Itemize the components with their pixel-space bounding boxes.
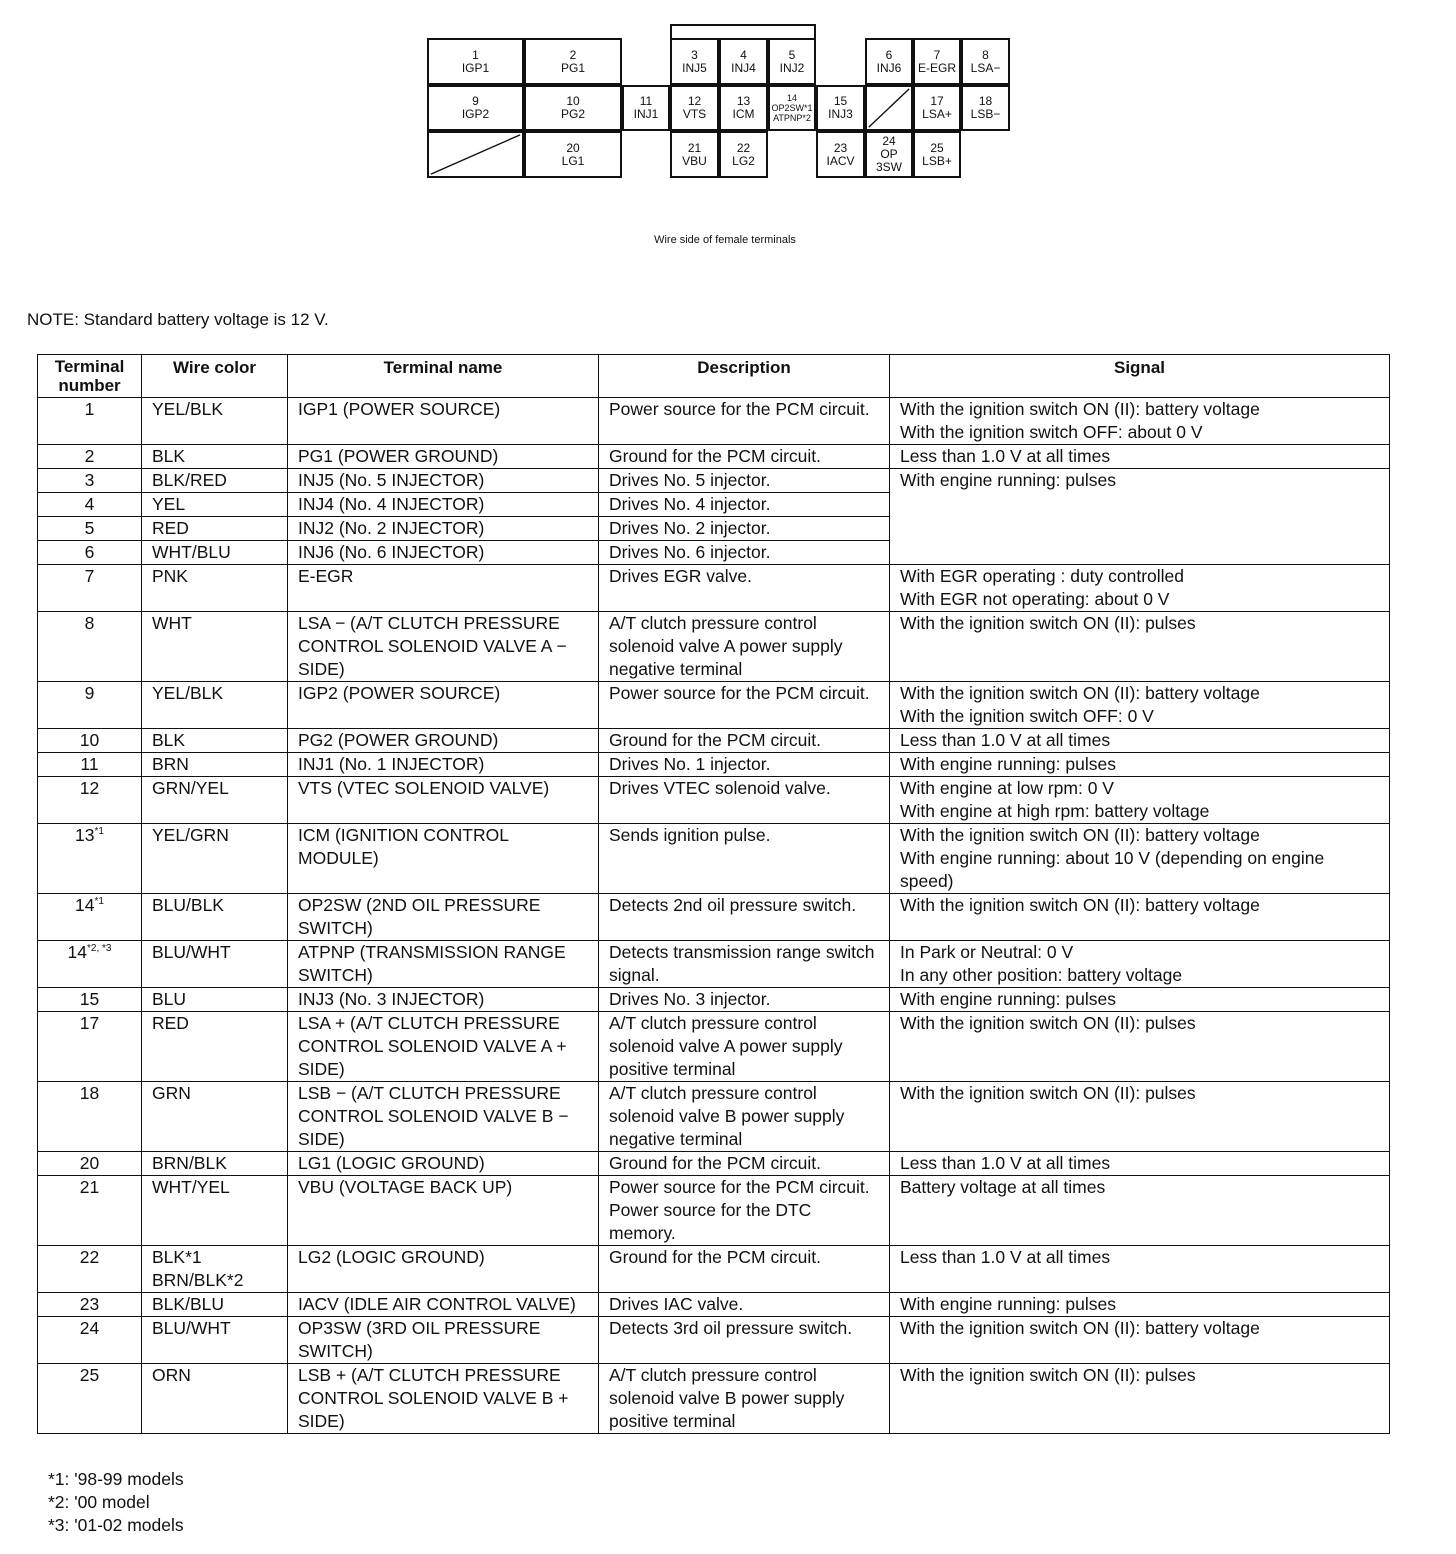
description-cell: Drives No. 1 injector. (599, 753, 890, 777)
header-signal: Signal (890, 355, 1390, 398)
terminal-number: 5 (84, 518, 95, 538)
connector-terminal (768, 38, 816, 85)
terminal-number-cell (38, 1364, 142, 1434)
signal-cell: With the ignition switch ON (II): battery voltage With the ignition switch OFF: about 0 V (890, 398, 1390, 445)
connector-terminal (768, 85, 816, 131)
table-row (38, 1293, 1390, 1317)
terminal-number-cell (38, 1012, 142, 1082)
description-cell: Power source for the PCM circuit. (599, 398, 890, 445)
table-row (38, 1176, 1390, 1246)
connector-terminal (961, 85, 1010, 131)
wire-color-cell: BLK (142, 445, 288, 469)
wire-color-cell: BRN (142, 753, 288, 777)
terminal-name-cell: PG1 (POWER GROUND) (288, 445, 599, 469)
connector-terminal (719, 131, 768, 178)
description-cell: A/T clutch pressure control solenoid valve A power supply negative terminal (599, 612, 890, 682)
terminal-name-cell: LG1 (LOGIC GROUND) (288, 1152, 599, 1176)
terminal-number: 6 (84, 542, 95, 562)
wire-color-cell: BLK/BLU (142, 1293, 288, 1317)
terminal-number: 18 (978, 94, 993, 108)
footnote-marker: *1 (94, 826, 104, 838)
terminal-name-cell: IGP2 (POWER SOURCE) (288, 682, 599, 729)
connector-diagram (0, 0, 1456, 246)
table-row (38, 565, 1390, 612)
signal-cell: Battery voltage at all times (890, 1176, 1390, 1246)
table-row (38, 824, 1390, 894)
terminal-number: 14 (75, 895, 95, 915)
signal-cell: Less than 1.0 V at all times (890, 445, 1390, 469)
wire-color-cell: WHT (142, 612, 288, 682)
wire-color-cell: RED (142, 1012, 288, 1082)
header-wire-color: Wire color (142, 355, 288, 398)
wire-color-cell: YEL/GRN (142, 824, 288, 894)
wire-color-cell: YEL/BLK (142, 398, 288, 445)
terminal-number: 18 (79, 1083, 100, 1103)
terminal-number-cell (38, 541, 142, 565)
terminal-number-cell (38, 493, 142, 517)
terminal-name-cell: LSA + (A/T CLUTCH PRESSURE CONTROL SOLENOID VALVE A + SIDE) (288, 1012, 599, 1082)
terminal-number: 21 (79, 1177, 100, 1197)
description-cell: Ground for the PCM circuit. (599, 1246, 890, 1293)
terminal-name-cell: INJ3 (No. 3 INJECTOR) (288, 988, 599, 1012)
terminal-number: 1 (84, 399, 95, 419)
terminal-name-cell: OP2SW (2ND OIL PRESSURE SWITCH) (288, 894, 599, 941)
terminal-number: 11 (639, 94, 653, 108)
terminal-number: 24 (882, 134, 896, 148)
terminal-name-cell: LSB + (A/T CLUTCH PRESSURE CONTROL SOLENOID VALVE B + SIDE) (288, 1364, 599, 1434)
connector-terminal (913, 131, 961, 178)
terminal-number: 25 (930, 140, 944, 155)
terminal-number: 9 (472, 94, 479, 108)
signal-cell: In Park or Neutral: 0 V In any other position: battery voltage (890, 941, 1390, 988)
signal-cell: Less than 1.0 V at all times (890, 1152, 1390, 1176)
description-cell: Ground for the PCM circuit. (599, 445, 890, 469)
footnote: *1: '98-99 models (48, 1469, 184, 1489)
wire-color-cell: BLK/RED (142, 469, 288, 493)
connector-terminal (670, 85, 719, 131)
terminal-number: 15 (833, 94, 848, 108)
terminal-label: INJ4 (731, 60, 756, 75)
terminal-name-cell: LG2 (LOGIC GROUND) (288, 1246, 599, 1293)
terminal-number: 22 (79, 1247, 100, 1267)
terminal-label: LG2 (732, 153, 755, 168)
connector-terminal (524, 85, 622, 131)
terminal-name-cell: LSA − (A/T CLUTCH PRESSURE CONTROL SOLENOID VALVE A − SIDE) (288, 612, 599, 682)
table-header-row (38, 355, 1390, 398)
terminal-number: 4 (740, 47, 747, 62)
terminal-number: 20 (79, 1153, 100, 1173)
terminal-label: IGP1 (461, 60, 490, 75)
signal-cell: With the ignition switch ON (II): battery voltage (890, 1317, 1390, 1364)
terminal-number-cell (38, 1293, 142, 1317)
terminal-number: 4 (84, 494, 95, 514)
description-cell: Drives VTEC solenoid valve. (599, 777, 890, 824)
connector-terminal (670, 131, 719, 178)
terminal-name-cell: INJ2 (No. 2 INJECTOR) (288, 517, 599, 541)
connector-terminal (622, 85, 670, 131)
connector-terminal (816, 131, 865, 178)
description-cell: Ground for the PCM circuit. (599, 1152, 890, 1176)
terminal-name-cell: INJ4 (No. 4 INJECTOR) (288, 493, 599, 517)
terminal-number: 8 (982, 47, 989, 62)
terminal-number: 2 (569, 47, 577, 62)
terminal-number: 6 (885, 47, 893, 62)
header-terminal-name: Terminal name (288, 355, 599, 398)
signal-cell: With EGR operating : duty controlled With EGR not operating: about 0 V (890, 565, 1390, 612)
connector-terminal (524, 38, 622, 85)
terminal-number: 10 (566, 94, 580, 108)
description-cell: Power source for the PCM circuit. (599, 682, 890, 729)
wire-color-cell: BRN/BLK (142, 1152, 288, 1176)
terminal-label: IGP2 (461, 107, 490, 121)
table-row (38, 753, 1390, 777)
terminal-number: 25 (79, 1365, 100, 1385)
wire-color-cell: YEL (142, 493, 288, 517)
terminal-name-cell: E-EGR (288, 565, 599, 612)
terminal-name-cell: IGP1 (POWER SOURCE) (288, 398, 599, 445)
terminal-number: 3 (84, 470, 95, 490)
header-terminal-number: Terminal number (38, 355, 142, 398)
wire-color-cell: BLU/WHT (142, 941, 288, 988)
terminal-label: VBU (682, 153, 707, 168)
table-row (38, 1246, 1390, 1293)
terminal-label: PG1 (560, 60, 585, 75)
description-cell: A/T clutch pressure control solenoid valve A power supply positive terminal (599, 1012, 890, 1082)
footnote-marker: *2, *3 (87, 943, 112, 955)
connector-terminal (719, 38, 768, 85)
diagram-caption: Wire side of female terminals (654, 234, 796, 246)
table-row (38, 682, 1390, 729)
wire-color-cell: BLU (142, 988, 288, 1012)
description-cell: Ground for the PCM circuit. (599, 729, 890, 753)
terminal-label: INJ5 (682, 60, 707, 75)
description-cell: Drives No. 4 injector. (599, 493, 890, 517)
terminal-number-cell (38, 1317, 142, 1364)
battery-note: NOTE: Standard battery voltage is 12 V. (27, 310, 329, 329)
description-cell: Drives No. 6 injector. (599, 541, 890, 565)
wire-color-cell: GRN (142, 1082, 288, 1152)
terminal-number-cell (38, 1246, 142, 1293)
terminal-name-cell: OP3SW (3RD OIL PRESSURE SWITCH) (288, 1317, 599, 1364)
terminal-label: LSB+ (922, 153, 952, 168)
terminal-number: 9 (84, 683, 95, 703)
signal-cell: With the ignition switch ON (II): pulses (890, 1082, 1390, 1152)
description-cell: Drives No. 2 injector. (599, 517, 890, 541)
connector-terminal (670, 38, 719, 85)
description-cell: Sends ignition pulse. (599, 824, 890, 894)
terminal-name-cell: VTS (VTEC SOLENOID VALVE) (288, 777, 599, 824)
terminal-number: 17 (930, 94, 944, 108)
terminal-name-cell: ICM (IGNITION CONTROL MODULE) (288, 824, 599, 894)
terminal-name-cell: LSB − (A/T CLUTCH PRESSURE CONTROL SOLENOID VALVE B − SIDE) (288, 1082, 599, 1152)
signal-cell: With the ignition switch ON (II): battery voltage (890, 894, 1390, 941)
connector-terminal (913, 38, 961, 85)
wire-color-cell: BLU/WHT (142, 1317, 288, 1364)
terminal-number: 13 (75, 825, 95, 845)
table-row (38, 894, 1390, 941)
wire-color-cell: GRN/YEL (142, 777, 288, 824)
terminal-number-cell (38, 1082, 142, 1152)
terminal-number: 14 (67, 942, 87, 962)
terminal-number-cell (38, 1152, 142, 1176)
connector-terminal (719, 85, 768, 131)
terminal-number-cell (38, 565, 142, 612)
terminal-name-cell: INJ5 (No. 5 INJECTOR) (288, 469, 599, 493)
terminal-number: 21 (687, 140, 702, 155)
terminal-label: INJ1 (633, 107, 659, 121)
table-row (38, 445, 1390, 469)
wire-color-cell: ORN (142, 1364, 288, 1434)
terminal-number: 20 (566, 140, 580, 155)
signal-cell: With engine running: pulses (890, 469, 1390, 565)
connector-terminal (913, 85, 961, 131)
wire-color-cell: RED (142, 517, 288, 541)
description-cell: A/T clutch pressure control solenoid valve B power supply positive terminal (599, 1364, 890, 1434)
table-row (38, 1082, 1390, 1152)
terminal-label: INJ6 (876, 60, 902, 75)
table-row (38, 777, 1390, 824)
table-row (38, 469, 1390, 493)
terminal-number: 14 (786, 93, 797, 103)
table-row (38, 612, 1390, 682)
table-row (38, 398, 1390, 445)
signal-cell: Less than 1.0 V at all times (890, 729, 1390, 753)
terminal-label: LSA+ (922, 107, 952, 121)
signal-cell: With the ignition switch ON (II): battery voltage With the ignition switch OFF: 0 V (890, 682, 1390, 729)
table-row (38, 1317, 1390, 1364)
table-row (38, 1364, 1390, 1434)
signal-cell: With the ignition switch ON (II): pulses (890, 612, 1390, 682)
terminal-name-cell: IACV (IDLE AIR CONTROL VALVE) (288, 1293, 599, 1317)
terminal-number: 7 (933, 47, 941, 62)
terminal-label: OP 3SW (875, 147, 902, 174)
table-row (38, 729, 1390, 753)
blank-cavity (865, 85, 913, 131)
description-cell: Detects 2nd oil pressure switch. (599, 894, 890, 941)
footnotes (48, 1468, 184, 1537)
terminal-name-cell: VBU (VOLTAGE BACK UP) (288, 1176, 599, 1246)
signal-cell: With engine running: pulses (890, 988, 1390, 1012)
terminal-number-cell (38, 398, 142, 445)
description-cell: Drives IAC valve. (599, 1293, 890, 1317)
wire-color-cell: BLK*1 BRN/BLK*2 (142, 1246, 288, 1293)
table-row (38, 988, 1390, 1012)
table-row (38, 941, 1390, 988)
blank-cavity (427, 131, 524, 178)
terminal-number-cell (38, 824, 142, 894)
description-cell: Detects transmission range switch signal. (599, 941, 890, 988)
table-row (38, 1152, 1390, 1176)
footnote: *2: '00 model (48, 1492, 150, 1512)
terminal-number: 23 (833, 140, 848, 155)
terminal-number-cell (38, 1176, 142, 1246)
terminal-number: 1 (472, 47, 479, 62)
wire-color-cell: YEL/BLK (142, 682, 288, 729)
wire-color-cell: BLU/BLK (142, 894, 288, 941)
terminal-number-cell (38, 729, 142, 753)
signal-cell: Less than 1.0 V at all times (890, 1246, 1390, 1293)
terminal-number: 7 (84, 566, 95, 586)
connector-terminal (427, 38, 524, 85)
terminal-label: E-EGR (917, 60, 956, 75)
wire-color-cell: WHT/BLU (142, 541, 288, 565)
signal-cell: With the ignition switch ON (II): battery voltage With engine running: about 10 V (depending on engine speed) (890, 824, 1390, 894)
terminal-number-cell (38, 941, 142, 988)
terminal-table (37, 354, 1390, 1434)
terminal-label: PG2 (560, 107, 585, 121)
signal-cell: With the ignition switch ON (II): pulses (890, 1364, 1390, 1434)
description-cell: A/T clutch pressure control solenoid valve B power supply negative terminal (599, 1082, 890, 1152)
terminal-number-cell (38, 445, 142, 469)
terminal-name-cell: INJ6 (No. 6 INJECTOR) (288, 541, 599, 565)
header-description: Description (599, 355, 890, 398)
connector-terminal (427, 85, 524, 131)
description-cell: Drives No. 5 injector. (599, 469, 890, 493)
description-cell: Drives EGR valve. (599, 565, 890, 612)
terminal-label: LG1 (561, 153, 585, 168)
terminal-number-cell (38, 777, 142, 824)
connector-terminal (865, 131, 913, 178)
terminal-label: INJ2 (779, 60, 805, 75)
wire-color-cell: PNK (142, 565, 288, 612)
footnote-marker: *1 (94, 896, 104, 908)
terminal-number: 12 (687, 94, 702, 108)
connector-terminal (524, 131, 622, 178)
terminal-number: 8 (84, 613, 95, 633)
connector-terminal (961, 38, 1010, 85)
terminal-label: LSA− (970, 60, 1001, 75)
terminal-number-cell (38, 517, 142, 541)
terminal-name-cell: PG2 (POWER GROUND) (288, 729, 599, 753)
terminal-number: 5 (788, 47, 796, 62)
description-cell: Detects 3rd oil pressure switch. (599, 1317, 890, 1364)
signal-cell: With engine at low rpm: 0 V With engine at high rpm: battery voltage (890, 777, 1390, 824)
terminal-number: 10 (79, 730, 100, 750)
footnote: *3: '01-02 models (48, 1515, 184, 1535)
terminal-label: ICM (732, 107, 755, 121)
description-cell: Drives No. 3 injector. (599, 988, 890, 1012)
connector-terminal (865, 38, 913, 85)
terminal-number: 24 (79, 1318, 100, 1338)
signal-cell: With engine running: pulses (890, 753, 1390, 777)
terminal-number-cell (38, 469, 142, 493)
signal-cell: With engine running: pulses (890, 1293, 1390, 1317)
terminal-number: 13 (736, 94, 751, 108)
terminal-number-cell (38, 988, 142, 1012)
wire-color-cell: WHT/YEL (142, 1176, 288, 1246)
terminal-number-cell (38, 682, 142, 729)
terminal-number: 2 (84, 446, 95, 466)
terminal-number: 22 (736, 140, 751, 155)
terminal-label: LSB− (970, 107, 1001, 121)
terminal-label: OP2SW*1 ATPNP*2 (771, 103, 813, 123)
terminal-label: IACV (826, 153, 855, 168)
terminal-name-cell: ATPNP (TRANSMISSION RANGE SWITCH) (288, 941, 599, 988)
terminal-number: 11 (80, 754, 99, 774)
terminal-name-cell: INJ1 (No. 1 INJECTOR) (288, 753, 599, 777)
wire-color-cell: BLK (142, 729, 288, 753)
terminal-number-cell (38, 612, 142, 682)
terminal-number-cell (38, 894, 142, 941)
signal-cell: With the ignition switch ON (II): pulses (890, 1012, 1390, 1082)
description-cell: Power source for the PCM circuit. Power source for the DTC memory. (599, 1176, 890, 1246)
terminal-number: 23 (79, 1294, 100, 1314)
terminal-number-cell (38, 753, 142, 777)
terminal-label: INJ3 (828, 107, 853, 121)
terminal-label: VTS (682, 107, 707, 121)
terminal-number: 3 (691, 47, 698, 62)
terminal-number: 12 (79, 778, 100, 798)
terminal-number: 15 (79, 989, 100, 1009)
terminal-number: 17 (79, 1013, 100, 1033)
table-row (38, 1012, 1390, 1082)
connector-terminal (816, 85, 865, 131)
